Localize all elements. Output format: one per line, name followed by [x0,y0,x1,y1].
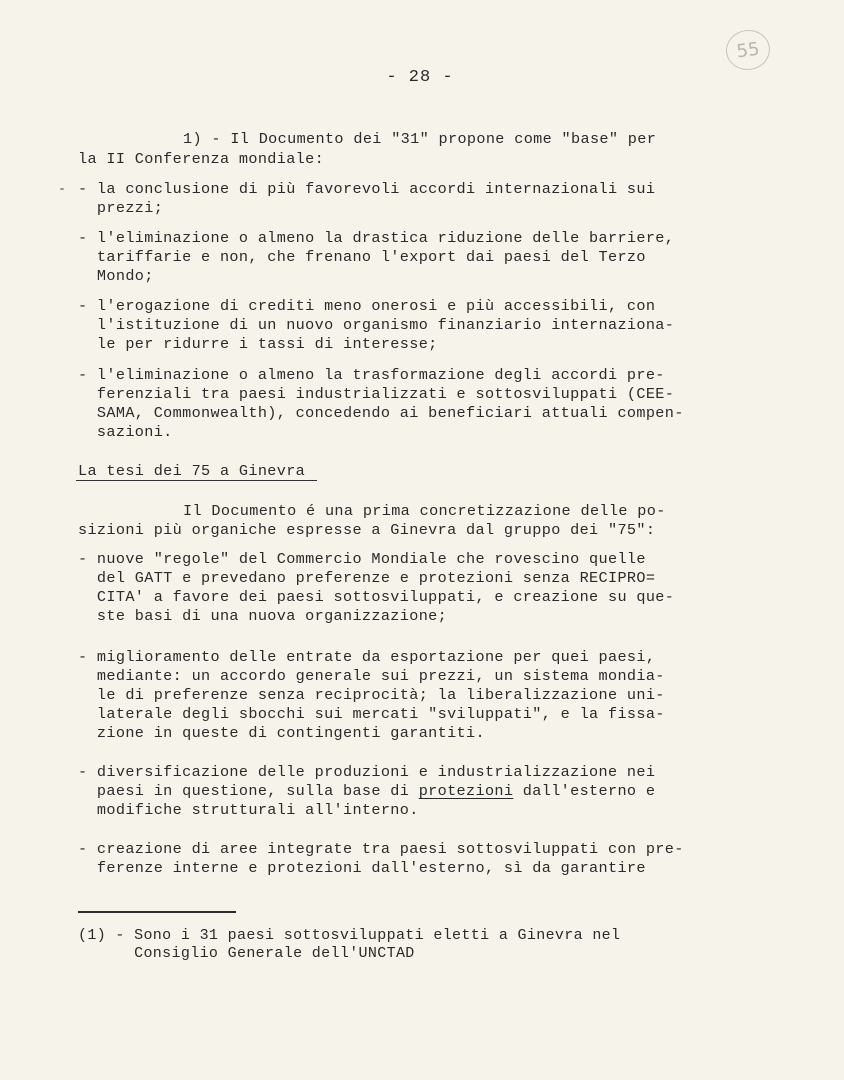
list-item-line: - l'erogazione di crediti meno onerosi e più accessibili, con [78,297,656,315]
list-item-line: SAMA, Commonwealth), concedendo ai beneficiari attuali compen- [78,404,684,422]
page-number: - 28 - [386,68,454,87]
footnote-line: Consiglio Generale dell'UNCTAD [78,945,415,962]
list-item-line: - diversificazione delle produzioni e industrializzazione nei [78,763,656,781]
footnote-line: (1) - Sono i 31 paesi sottosviluppati eletti a Ginevra nel [78,927,621,944]
list-item-line: mediante: un accordo generale sui prezzi, un sistema mondia- [78,667,665,685]
list-item-line: CITA' a favore dei paesi sottosviluppati, e creazione su que- [78,588,675,606]
list-item-line: - la conclusione di più favorevoli accordi internazionali sui [78,180,656,198]
list-item-line: Mondo; [78,267,154,285]
list-item-line: laterale degli sbocchi sui mercati "sviluppati", e la fissa- [78,705,665,723]
list-item-line-with-underline: paesi in questione, sulla base di protezioni dall'esterno e [78,782,656,800]
footnote-rule [78,911,236,913]
list-item-line: - l'eliminazione o almeno la trasformazione degli accordi pre- [78,366,665,384]
list-item-line: le di preferenze senza reciprocità; la liberalizzazione uni- [78,686,665,704]
list-item-line: modifiche strutturali all'interno. [78,801,419,819]
list-item-line: le per ridurre i tassi di interesse; [78,335,438,353]
list-item-line: ferenziali tra paesi industrializzati e sottosviluppati (CEE- [78,385,675,403]
intro-line-2: la II Conferenza mondiale: [78,150,325,168]
list-item-line: zione in queste di contingenti garantiti. [78,724,485,742]
list-item-line: ste basi di una nuova organizzazione; [78,607,448,625]
list-item-line: - nuove "regole" del Commercio Mondiale che rovescino quelle [78,550,646,568]
list-item-line: - l'eliminazione o almeno la drastica riduzione delle barriere, [78,229,675,247]
list-item-line: sazioni. [78,423,173,441]
list-item-line: prezzi; [78,199,164,217]
intro-line-2: sizioni più organiche espresse a Ginevra dal gruppo dei "75": [78,521,656,539]
list-item-line: - creazione di aree integrate tra paesi sottosviluppati con pre- [78,840,684,858]
list-item-line: ferenze interne e protezioni dall'esterno, sì da garantire [78,859,646,877]
list-item-line: - miglioramento delle entrate da esportazione per quei paesi, [78,648,656,666]
list-item-line: tariffarie e non, che frenano l'export dai paesi del Terzo [78,248,646,266]
intro-line-1: 1) - Il Documento dei "31" propone come "base" per [183,130,657,148]
archive-number: 55 [735,38,761,62]
underlined-word: protezioni [418,782,514,800]
list-item-line: l'istituzione di un nuovo organismo finanziario internaziona- [78,316,675,334]
heading-underline [76,480,317,481]
list-item-line: del GATT e prevedano preferenze e protezioni senza RECIPRO= [78,569,656,587]
archive-stamp [723,27,772,73]
intro-line-1: Il Documento é una prima concretizzazione delle po- [183,502,666,520]
section-heading: La tesi dei 75 a Ginevra [78,462,306,480]
pencil-mark [60,188,64,190]
